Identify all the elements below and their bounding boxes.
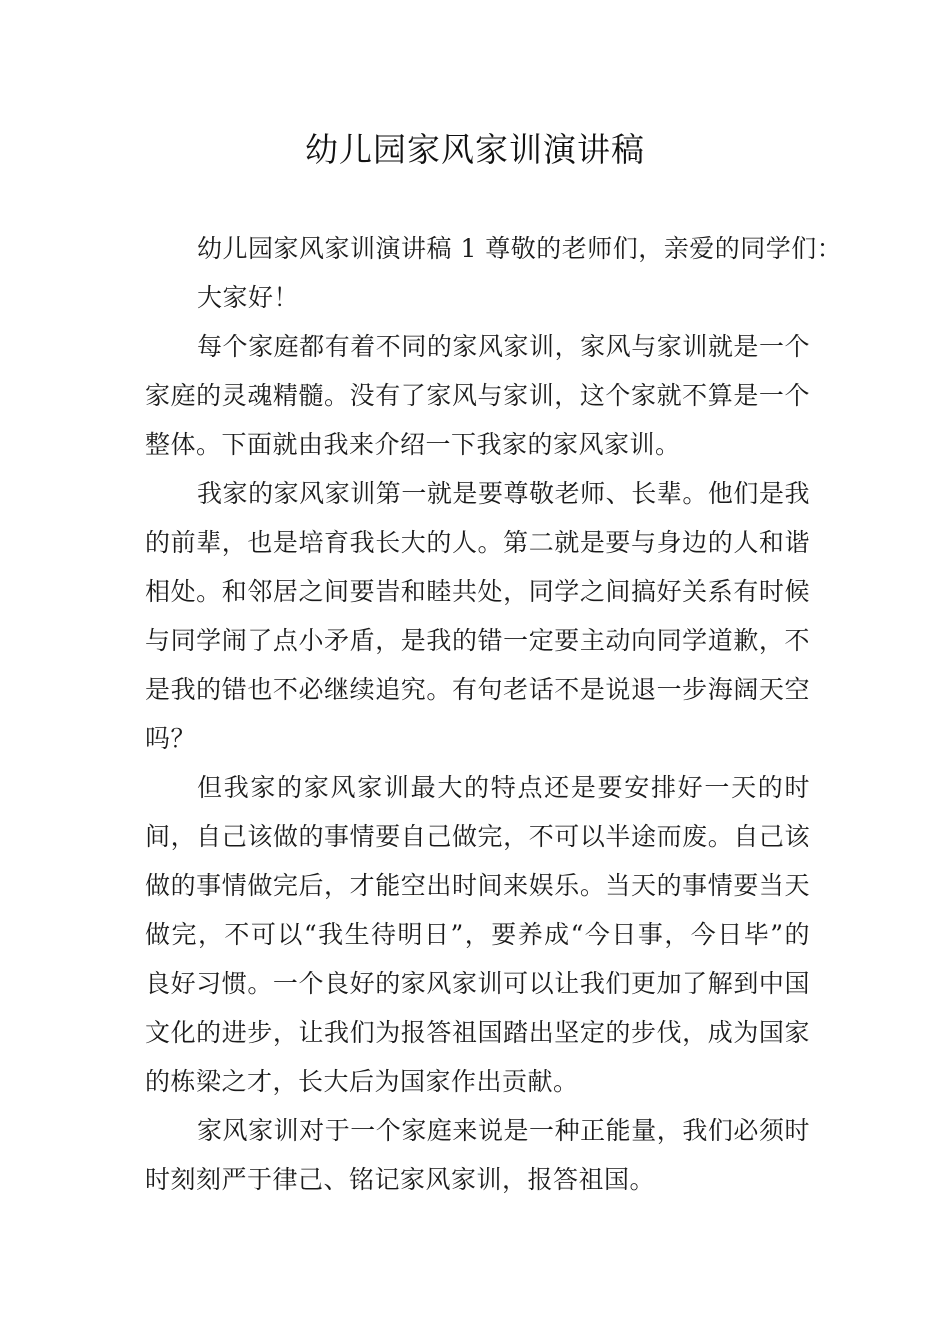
paragraph-respect: 我家的家风家训第一就是要尊敬老师、长辈。他们是我的前辈，也是培育我长大的人。第二就是要与身边的人和谐相处。和邻居之间要旹和睦共处，同学之间搞好关系有时候与同学闹了点小矛盾，是我的错一定要主动向同学道歉，不是我的错也不必继续追究。有句老话不是说退一步海阔天空吗？ <box>145 479 810 753</box>
paragraph-hello: 大家好！ <box>197 283 300 312</box>
paragraph-conclusion: 家风家训对于一个家庭来说是一种正能量，我们必须时时刻刻严于律己、铭记家风家训，报答祖国。 <box>145 1116 810 1194</box>
document-body <box>145 224 843 1204</box>
paragraph-greeting: 幼儿园家风家训演讲稿 1 尊敬的老师们，亲爱的同学们： <box>197 234 843 263</box>
document-title: 幼儿园家风家训演讲稿 <box>305 130 645 169</box>
paragraph-time: 但我家的家风家训最大的特点还是要安排好一天的时间，自己该做的事情要自己做完，不可以半途而废。自己该做的事情做完后，才能空出时间来娱乐。当天的事情要当天做完，不可以“我生待明日”，要养成“今日事，今日毕”的良好习惯。一个良好的家风家训可以让我们更加了解到中国文化的进步，让我们为报答祖国踏出坚定的步伐，成为国家的栋梁之才，长大后为国家作出贡献。 <box>145 773 810 1096</box>
paragraph-intro: 每个家庭都有着不同的家风家训，家风与家训就是一个家庭的灵魂精髓。没有了家风与家训，这个家就不算是一个整体。下面就由我来介绍一下我家的家风家训。 <box>145 332 810 459</box>
